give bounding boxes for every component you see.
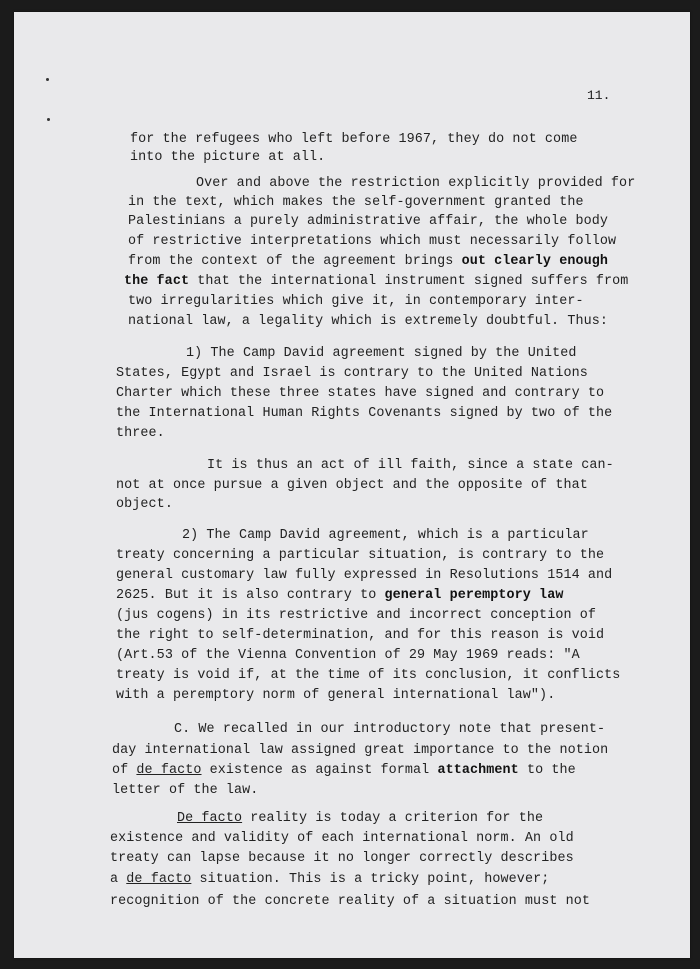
text-line (128, 254, 608, 269)
text-span: reality is today a criterion for the (242, 811, 544, 826)
text-line: recognition of the concrete reality of a situation must not (110, 894, 591, 909)
text-span: from the context of the agreement brings (128, 254, 462, 269)
text-line: national law, a legality which is extremely doubtful. Thus: (128, 314, 609, 329)
text-line: with a peremptory norm of general international law"). (116, 688, 556, 703)
text-line: object. (116, 497, 173, 512)
text-span: that the international instrument signed suffers from (189, 274, 629, 289)
underlined-span: de facto (136, 763, 202, 778)
margin-mark (47, 118, 50, 121)
text-line: in the text, which makes the self-government granted the (128, 195, 584, 210)
text-line: Palestinians a purely administrative affair, the whole body (128, 214, 609, 229)
text-line: for the refugees who left before 1967, they do not come (130, 132, 578, 147)
bold-span: the fact (124, 274, 190, 289)
text-line: States, Egypt and Israel is contrary to the United Nations (116, 366, 588, 381)
text-span: 2625. But it is also contrary to (116, 588, 385, 603)
text-line (112, 763, 576, 778)
text-line: not at once pursue a given object and the opposite of that (116, 478, 588, 493)
text-line: treaty can lapse because it no longer correctly describes (110, 851, 574, 866)
text-line (124, 274, 628, 289)
text-span: existence as against formal (201, 763, 438, 778)
text-line: treaty is void if, at the time of its conclusion, it conflicts (116, 668, 621, 683)
text-line: into the picture at all. (130, 150, 326, 165)
text-line: (jus cogens) in its restrictive and incorrect conception of (116, 608, 597, 623)
text-line: two irregularities which give it, in contemporary inter- (128, 294, 584, 309)
text-line: three. (116, 426, 165, 441)
underlined-span: De facto (177, 811, 243, 826)
text-line: the right to self-determination, and for this reason is void (116, 628, 605, 643)
text-span: a (110, 872, 127, 887)
text-line: letter of the law. (112, 783, 259, 798)
text-line: C. We recalled in our introductory note that present- (174, 722, 606, 737)
underlined-span: de facto (126, 872, 192, 887)
margin-mark (46, 78, 49, 81)
text-line: Over and above the restriction explicitly provided for (196, 176, 636, 191)
text-line: 2) The Camp David agreement, which is a particular (182, 528, 589, 543)
text-line: day international law assigned great importance to the notion (112, 743, 609, 758)
text-line: treaty concerning a particular situation, is contrary to the (116, 548, 605, 563)
bold-span: general peremptory law (384, 588, 564, 603)
text-span: situation. This is a tricky point, however; (191, 872, 550, 887)
text-span: of (112, 763, 137, 778)
text-line: It is thus an act of ill faith, since a state can- (207, 458, 614, 473)
text-line: general customary law fully expressed in Resolutions 1514 and (116, 568, 613, 583)
bold-span: attachment (437, 763, 519, 778)
text-line (177, 811, 543, 826)
text-line: existence and validity of each international norm. An old (110, 831, 574, 846)
text-line: of restrictive interpretations which must necessarily follow (128, 234, 617, 249)
text-span: to the (518, 763, 576, 778)
text-line (110, 872, 549, 887)
text-line: the International Human Rights Covenants signed by two of the (116, 406, 613, 421)
text-line (116, 588, 563, 603)
document-page (14, 12, 690, 958)
page-number: 11. (587, 88, 611, 103)
bold-span: out clearly enough (461, 254, 609, 269)
text-line: Charter which these three states have signed and contrary to (116, 386, 605, 401)
text-line: (Art.53 of the Vienna Convention of 29 May 1969 reads: "A (116, 648, 580, 663)
text-line: 1) The Camp David agreement signed by the United (186, 346, 577, 361)
